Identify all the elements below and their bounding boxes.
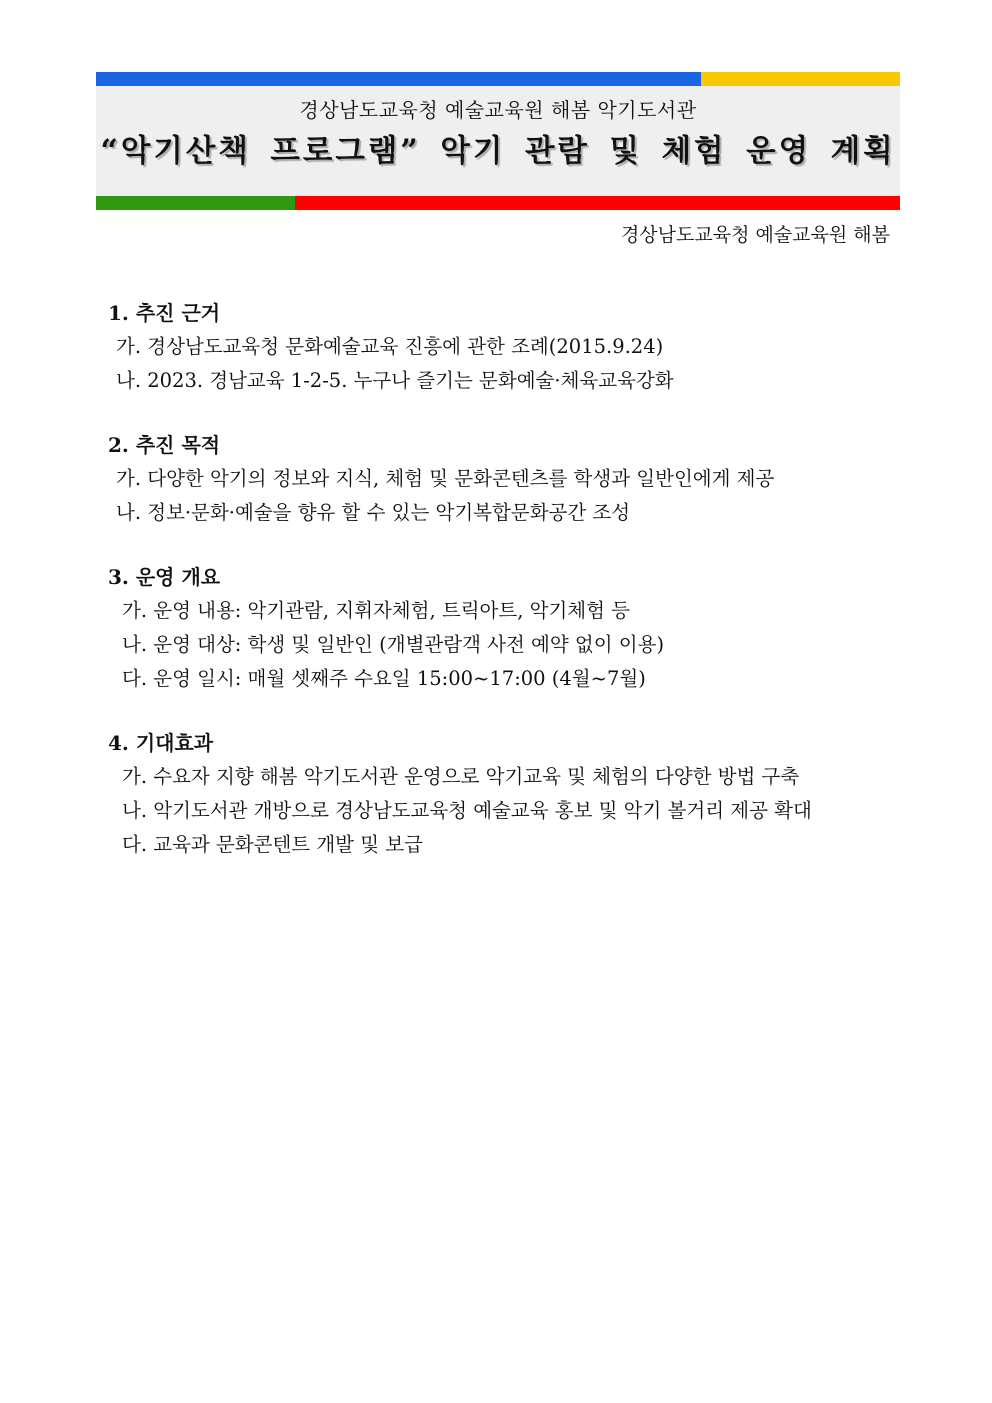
section-expected-effects	[108, 726, 898, 862]
document-header	[96, 72, 900, 210]
section-heading: 4. 기대효과	[108, 731, 214, 755]
bottom-bar-red-segment	[295, 196, 900, 210]
section-item: 다. 교육과 문화콘텐트 개발 및 보급	[122, 833, 423, 856]
section-item: 가. 수요자 지향 해봄 악기도서관 운영으로 악기교육 및 체험의 다양한 방법 구축	[122, 765, 800, 788]
section-item: 다. 운영 일시: 매월 셋째주 수요일 15:00~17:00 (4월~7월)	[122, 667, 646, 690]
section-item: 나. 2023. 경남교육 1-2-5. 누구나 즐기는 문화예술·체육교육강화	[116, 369, 674, 392]
section-heading: 2. 추진 목적	[108, 433, 221, 457]
organization-name: 경상남도교육청 예술교육원 해봄	[620, 224, 890, 246]
document-body	[108, 296, 898, 892]
top-bar-yellow-segment	[701, 72, 900, 86]
section-item: 나. 정보·문화·예술을 향유 할 수 있는 악기복합문화공간 조성	[116, 501, 631, 524]
section-item: 나. 운영 대상: 학생 및 일반인 (개별관람객 사전 예약 없이 이용)	[122, 633, 665, 656]
section-overview	[108, 560, 898, 696]
section-purpose	[108, 428, 898, 530]
section-heading: 1. 추진 근거	[108, 301, 221, 325]
section-item: 가. 운영 내용: 악기관람, 지휘자체험, 트릭아트, 악기체험 등	[122, 599, 631, 622]
section-item: 나. 악기도서관 개방으로 경상남도교육청 예술교육 홍보 및 악기 볼거리 제공 확대	[122, 799, 812, 822]
section-item: 가. 다양한 악기의 정보와 지식, 체험 및 문화콘텐츠를 학생과 일반인에게 제공	[116, 467, 775, 490]
section-item: 가. 경상남도교육청 문화예술교육 진흥에 관한 조례(2015.9.24)	[116, 335, 664, 358]
document-subtitle: 경상남도교육청 예술교육원 해봄 악기도서관	[299, 98, 697, 122]
header-top-color-bar	[96, 72, 900, 86]
document-title: “악기산책 프로그램” 악기 관람 및 체험 운영 계획	[100, 133, 896, 169]
header-bottom-color-bar	[96, 196, 900, 210]
bottom-bar-green-segment	[96, 196, 295, 210]
top-bar-blue-segment	[96, 72, 701, 86]
section-heading: 3. 운영 개요	[108, 565, 221, 589]
section-basis	[108, 296, 898, 398]
